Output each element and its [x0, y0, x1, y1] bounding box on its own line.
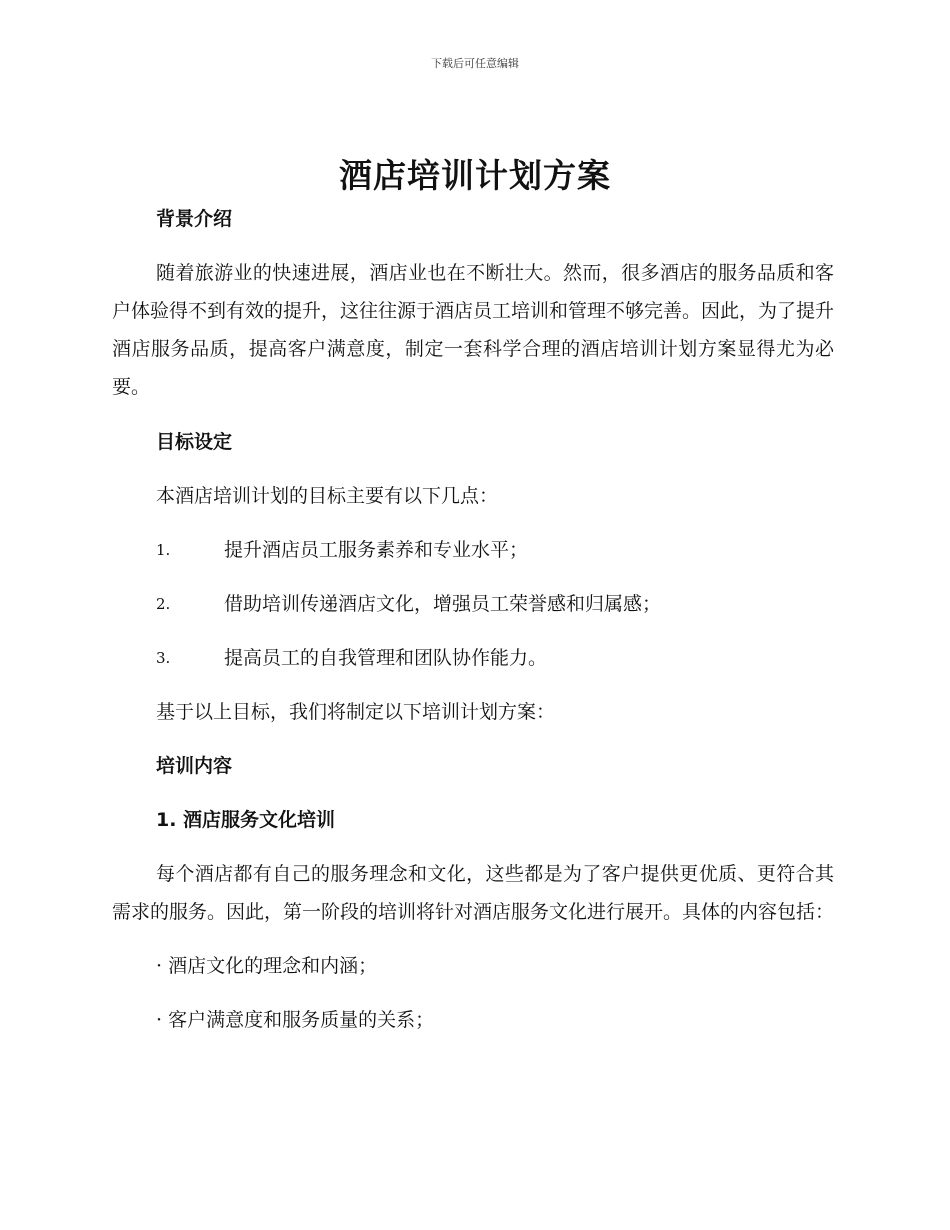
section-heading-goals: 目标设定: [156, 431, 233, 453]
goals-intro: 本酒店培训计划的目标主要有以下几点：: [156, 485, 499, 507]
header-note: 下载后可任意编辑: [431, 57, 519, 70]
goal-number: 2.: [156, 595, 171, 613]
document-title: 酒店培训计划方案: [339, 156, 611, 195]
section-heading-background: 背景介绍: [156, 208, 233, 230]
goal-number: 3.: [156, 649, 171, 667]
goals-outro: 基于以上目标，我们将制定以下培训计划方案：: [156, 701, 556, 723]
goal-text: 提升酒店员工服务素养和专业水平；: [224, 539, 529, 561]
section-heading-content: 培训内容: [156, 755, 233, 777]
goal-item: [112, 585, 834, 623]
document-body: [112, 200, 834, 1039]
goal-text: 借助培训传递酒店文化，增强员工荣誉感和归属感；: [224, 593, 662, 615]
bullet-item: · 酒店文化的理念和内涵；: [156, 955, 378, 977]
background-paragraph: 随着旅游业的快速进展，酒店业也在不断壮大。然而，很多酒店的服务品质和客户体验得不到有效的提升，这往往源于酒店员工培训和管理不够完善。因此，为了提升酒店服务品质，提高客户满意度，制定一套科学合理的酒店培训计划方案显得尤为必要。: [112, 262, 835, 398]
goal-text: 提高员工的自我管理和团队协作能力。: [224, 647, 548, 669]
service-culture-paragraph: 每个酒店都有自己的服务理念和文化，这些都是为了客户提供更优质、更符合其需求的服务。因此，第一阶段的培训将针对酒店服务文化进行展开。具体的内容包括：: [112, 863, 835, 923]
goal-number: 1.: [156, 541, 171, 559]
goal-item: [112, 531, 834, 569]
goal-item: [112, 639, 834, 677]
bullet-item: · 客户满意度和服务质量的关系；: [156, 1009, 435, 1031]
subsection-heading-service-culture: 1. 酒店服务文化培训: [156, 809, 336, 831]
